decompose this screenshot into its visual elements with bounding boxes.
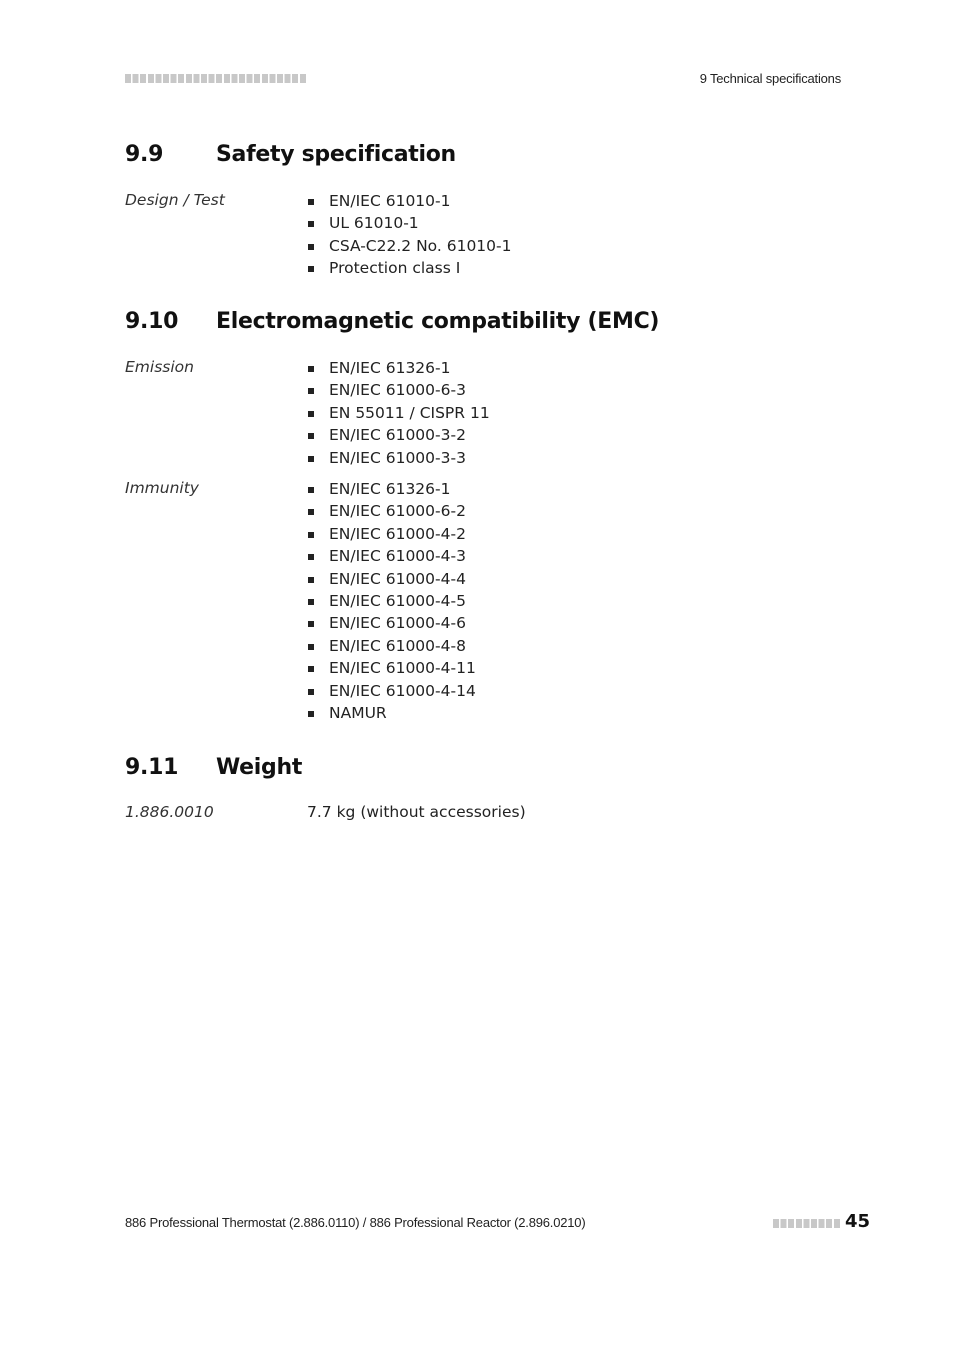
list-item: UL 61010-1 bbox=[308, 212, 512, 234]
list-item: EN/IEC 61000-4-14 bbox=[308, 680, 476, 702]
list-item: EN/IEC 61000-3-3 bbox=[308, 447, 490, 469]
bullet-icon bbox=[308, 433, 314, 439]
bullet-icon bbox=[308, 221, 314, 227]
list-item: NAMUR bbox=[308, 702, 476, 724]
list-item: Protection class I bbox=[308, 257, 512, 279]
list-item: EN/IEC 61000-4-6 bbox=[308, 612, 476, 634]
list-item: EN/IEC 61326-1 bbox=[308, 357, 490, 379]
bullet-icon bbox=[308, 644, 314, 650]
section-number: 9.11 bbox=[125, 755, 179, 780]
list-item: EN/IEC 61010-1 bbox=[308, 190, 512, 212]
bullet-icon bbox=[308, 599, 314, 605]
bullet-icon bbox=[308, 689, 314, 695]
bullet-icon bbox=[308, 554, 314, 560]
list-item: EN/IEC 61000-4-5 bbox=[308, 590, 476, 612]
bullet-icon bbox=[308, 621, 314, 627]
footer-product-title: 886 Professional Thermostat (2.886.0110) / 886 Professional Reactor (2.896.0210) bbox=[125, 1215, 586, 1230]
list-item: EN/IEC 61000-6-3 bbox=[308, 379, 490, 401]
spec-label-emission: Emission bbox=[125, 358, 194, 376]
bullet-icon bbox=[308, 456, 314, 462]
bullet-icon bbox=[308, 388, 314, 394]
section-title: Electromagnetic compatibility (EMC) bbox=[216, 309, 660, 334]
section-title: Safety specification bbox=[216, 142, 456, 167]
list-item: EN/IEC 61000-4-3 bbox=[308, 545, 476, 567]
bullet-icon bbox=[308, 532, 314, 538]
bullet-icon bbox=[308, 666, 314, 672]
bullet-icon bbox=[308, 711, 314, 717]
footer-decoration bbox=[773, 1219, 840, 1228]
list-item: EN/IEC 61000-4-11 bbox=[308, 657, 476, 679]
spec-label-article-number: 1.886.0010 bbox=[125, 803, 214, 821]
immunity-standards-list bbox=[308, 478, 476, 724]
bullet-icon bbox=[308, 244, 314, 250]
list-item: EN/IEC 61000-3-2 bbox=[308, 424, 490, 446]
list-item: EN/IEC 61326-1 bbox=[308, 478, 476, 500]
list-item: EN/IEC 61000-6-2 bbox=[308, 500, 476, 522]
emission-standards-list bbox=[308, 357, 490, 469]
spec-label-immunity: Immunity bbox=[125, 479, 199, 497]
bullet-icon bbox=[308, 577, 314, 583]
running-header-chapter: 9 Technical specifications bbox=[699, 71, 841, 86]
spec-label-design-test: Design / Test bbox=[125, 191, 225, 209]
bullet-icon bbox=[308, 487, 314, 493]
list-item: EN/IEC 61000-4-2 bbox=[308, 523, 476, 545]
header-decoration bbox=[125, 74, 307, 83]
section-heading-safety bbox=[125, 142, 456, 167]
bullet-icon bbox=[308, 266, 314, 272]
section-number: 9.10 bbox=[125, 309, 179, 334]
bullet-icon bbox=[308, 366, 314, 372]
bullet-icon bbox=[308, 509, 314, 515]
bullet-icon bbox=[308, 411, 314, 417]
list-item: EN 55011 / CISPR 11 bbox=[308, 402, 490, 424]
list-item: EN/IEC 61000-4-8 bbox=[308, 635, 476, 657]
list-item: EN/IEC 61000-4-4 bbox=[308, 568, 476, 590]
list-item: CSA-C22.2 No. 61010-1 bbox=[308, 235, 512, 257]
section-title: Weight bbox=[216, 755, 303, 780]
page-number: 45 bbox=[845, 1211, 871, 1232]
section-number: 9.9 bbox=[125, 142, 164, 167]
bullet-icon bbox=[308, 199, 314, 205]
safety-standards-list bbox=[308, 190, 512, 280]
section-heading-weight bbox=[125, 755, 302, 780]
weight-value: 7.7 kg (without accessories) bbox=[307, 803, 526, 821]
section-heading-emc bbox=[125, 309, 659, 334]
